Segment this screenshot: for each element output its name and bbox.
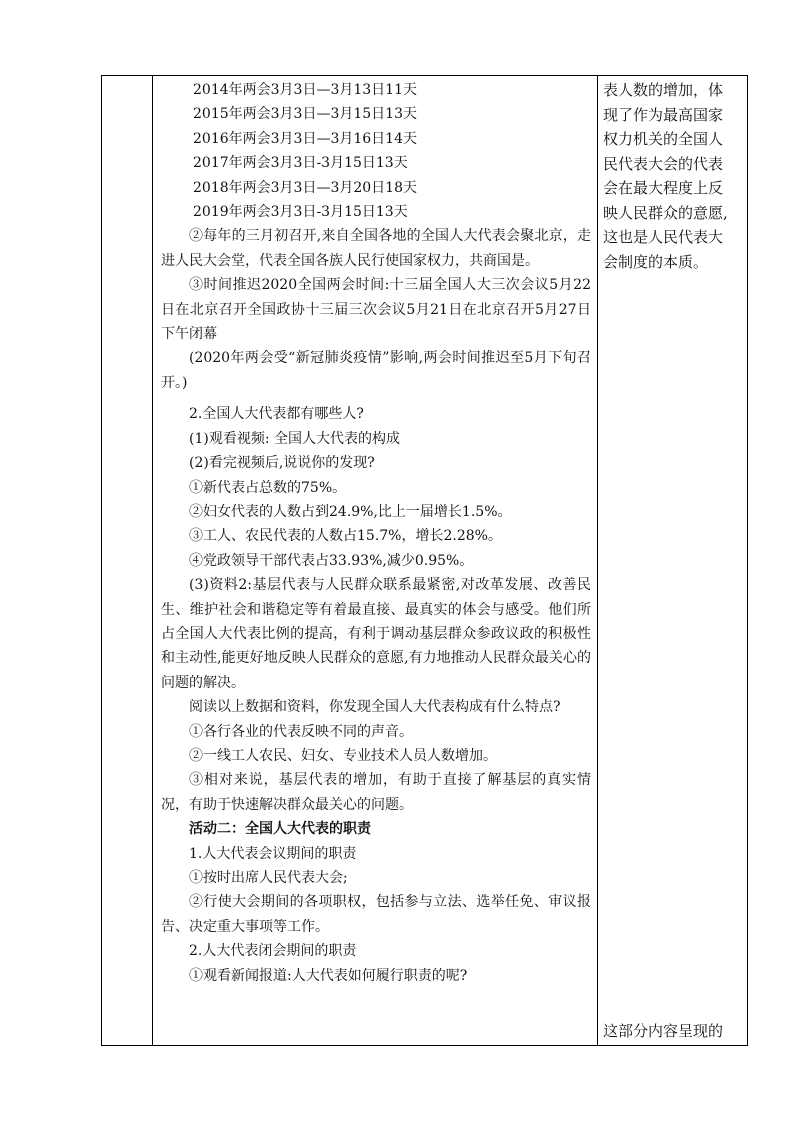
- schedule-line: 2014年两会3月3日—3月13日11天: [193, 82, 417, 98]
- list-item: ①各行各业的代表反映不同的声音。: [189, 723, 413, 740]
- side-line: 这也是人民代表大: [603, 228, 724, 246]
- side-bottom-line: 这部分内容呈现的: [603, 1021, 724, 1040]
- main-content-cell: [153, 76, 598, 1046]
- schedule-line: 2017年两会3月3日-3月15日13天: [193, 155, 408, 172]
- section-heading: 2.全国人大代表都有哪些人?: [189, 406, 364, 423]
- side-line: 民代表大会的代表: [603, 154, 724, 173]
- list-item: ①按时出席人民代表大会;: [189, 870, 348, 886]
- paragraph: (1)观看视频: 全国人大代表的构成: [189, 430, 400, 447]
- list-item: ②妇女代表的人数占到24.9%,比上一届增长1.5%。: [189, 503, 512, 520]
- list-item: ②行使大会期间的各项职权，包括参与立法、选举任免、审议报告、决定重大事项等工作。: [161, 894, 591, 935]
- side-line: 现了作为最高国家: [603, 105, 724, 124]
- paragraph: 阅读以上数据和资料，你发现全国人大代表构成有什么特点?: [189, 699, 561, 716]
- schedule-line: 2016年两会3月3日—3月16日14天: [193, 130, 417, 147]
- blank-column-cell: [102, 76, 153, 1046]
- activity-heading: 活动二：全国人大代表的职责: [189, 821, 371, 838]
- list-item: ①新代表占总数的75%。: [189, 479, 347, 496]
- side-line: 表人数的增加，体: [603, 81, 724, 99]
- side-line: 会制度的本质。: [603, 252, 709, 271]
- design-intent-cell: [598, 76, 748, 1046]
- paragraph: (2)看完视频后,说说你的发现?: [189, 455, 375, 472]
- side-line: 映人民群众的意愿,: [603, 203, 728, 222]
- section-heading: 1.人大代表会议期间的职责: [189, 845, 357, 862]
- list-item: ①观看新闻报道:人大代表如何履行职责的呢?: [189, 967, 468, 984]
- lesson-table: [101, 75, 748, 1046]
- table-row: [102, 76, 748, 1046]
- list-item: ③相对来说，基层代表的增加，有助于直接了解基层的真实情况，有助于快速解决群众最关心的问题。: [161, 772, 591, 813]
- list-item: ②一线工人农民、妇女、专业技术人员人数增加。: [189, 747, 497, 764]
- paragraph: ②每年的三月初召开,来自全国各地的全国人大代表会聚北京，走进人民大会堂，代表全国各族人民行使国家权力，共商国是。: [161, 228, 591, 269]
- section-heading: 2.人大代表闭会期间的职责: [189, 943, 357, 960]
- list-item: ③工人、农民代表的人数占15.7%，增长2.28%。: [189, 528, 502, 545]
- side-line: 权力机关的全国人: [603, 130, 724, 148]
- schedule-line: 2015年两会3月3日—3月15日13天: [193, 106, 417, 123]
- schedule-line: 2019年两会3月3日-3月15日13天: [193, 204, 408, 221]
- paragraph: (3)资料2:基层代表与人民群众联系最紧密,对改革发展、改善民生、维护社会和谐稳定等有着最直接、最真实的体会与感受。他们所占全国人大代表比例的提高，有利于调动基层群众参政议政的积极性和主动性,能更好地反映人民群众的意愿,有力地推动人民群众最关心的问题的解决。: [161, 577, 591, 691]
- side-line: 会在最大程度上反: [603, 179, 724, 197]
- list-item: ④党政领导干部代表占33.93%,减少0.95%。: [189, 552, 474, 569]
- schedule-line: 2018年两会3月3日—3月20日18天: [193, 179, 417, 196]
- paragraph: ③时间推迟2020全国两会时间:十三届全国人大三次会议5月22日在北京召开全国政协十三届三次会议5月21日在北京召开5月27日下午闭幕: [161, 277, 591, 343]
- paragraph-note: (2020年两会受“新冠肺炎疫情”影响,两会时间推迟至5月下旬召开。): [161, 350, 591, 391]
